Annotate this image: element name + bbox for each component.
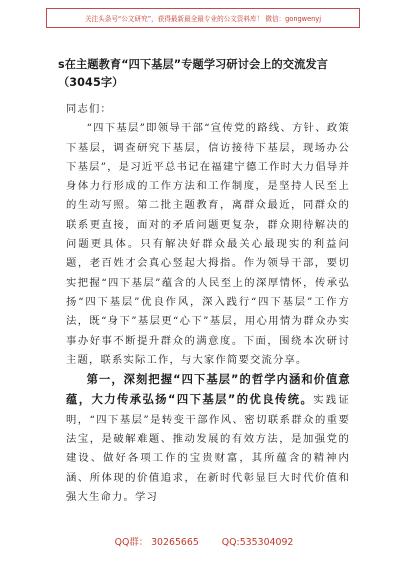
footer-contact [0,534,408,548]
paragraph-2-heading: 第一，深刻把握“四下基层”的哲学内涵和价值意蕴，大力传承弘扬“四下基层”的优良传统。 [66,373,350,407]
document-title [58,56,358,92]
paragraph-1: “四下基层”即领导干部“宣传党的路线、方针、政策下基层，调查研究下基层，信访接待下基层，现场办公下基层”，是习近平总书记在福建宁德工作时大力倡导并身体力行形成的工作方法和工作制度，是坚持人民至上的生动写照。第二批主题教育，离群众最近，同群众的联系更直接，面对的矛盾问题更复杂，群众期待解决的问题更具体。只有解决好群众最关心最现实的利益问题，老百姓才会真心竖起大拇指。作为领导干部，要切实把握“四下基层”蕴含的人民至上的深厚情怀，传承弘扬“四下基层”优良作风，深入践行“四下基层”工作方法，既“身下”基层更“心下”基层，用心用情为群众办实事办好事不断提升群众的满意度。下面，围绕本次研讨主题，联系实际工作，与大家作简要交流分享。 [66,122,350,366]
promo-banner [46,8,360,28]
document-body [66,100,350,507]
document-word-count: （3045字） [58,76,124,89]
paragraph-2 [66,370,350,507]
document-title-main: s在主题教育“四下基层”专题学习研讨会上的交流发言 [58,58,328,71]
footer-qq: QQ:535304092 [221,537,294,548]
promo-banner-text: 关注头条号“公文研究”，获得最新最全最专业的公文资料库！ 微信：gongwenyj [84,15,322,23]
footer-qq-group: QQ群： 30265665 [114,537,199,548]
salutation: 同志们： [66,103,112,115]
paragraph-2-text: 实践证明，“四下基层”是转变干部作风、密切联系群众的重要法宝，是破解难题、推动发展的有效方法，是加强党的建设、做好各项工作的宝贵财富，其所蕴含的精神内涵、所体现的价值追求，在新时代彰显巨大时代价值和强大生命力。学习 [66,394,350,503]
